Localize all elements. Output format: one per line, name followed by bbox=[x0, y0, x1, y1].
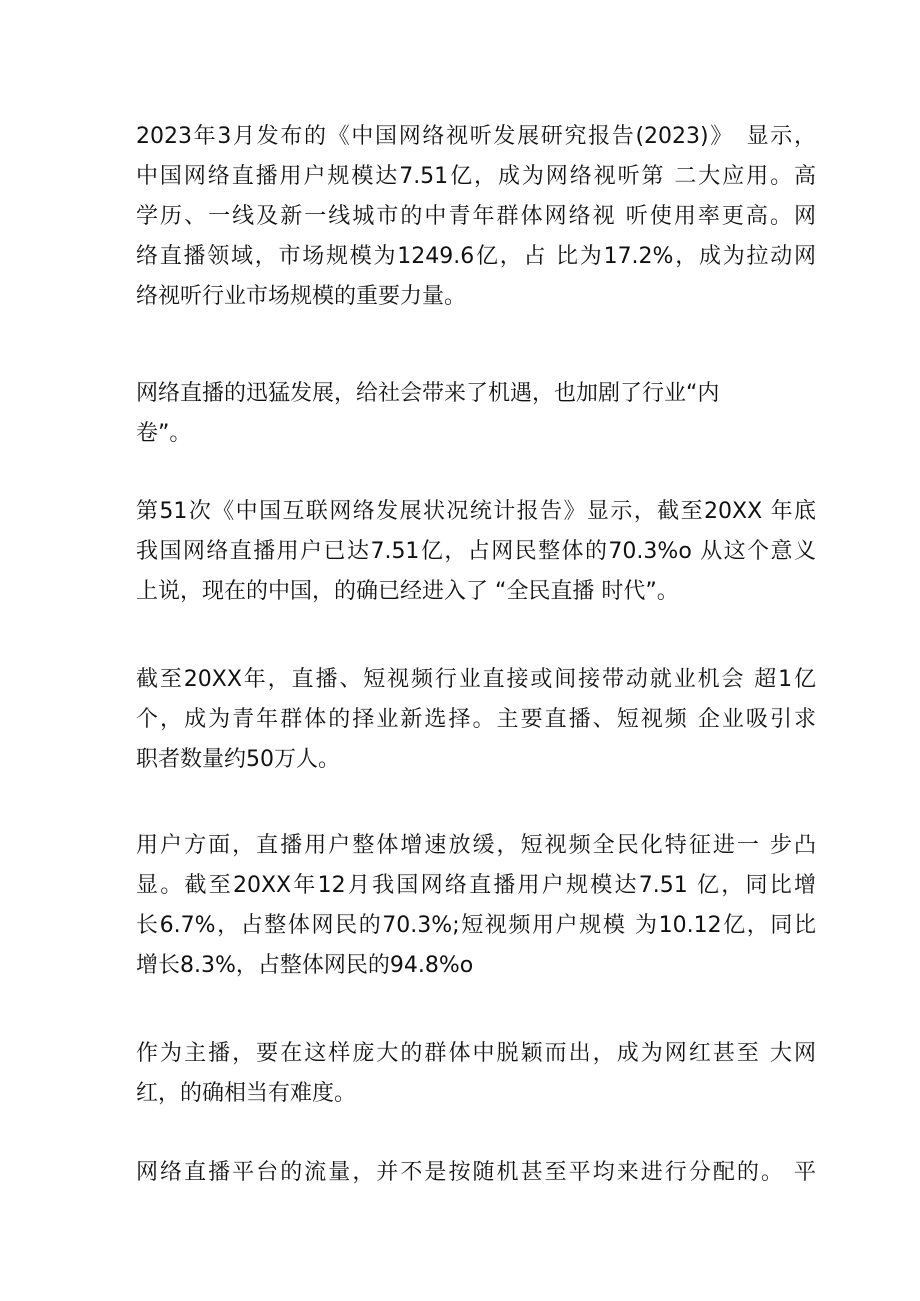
paragraph-report-2023 bbox=[136, 117, 816, 317]
text-line: 显。截至20XX年12月我国网络直播用户规模达7.51 亿，同比增 bbox=[136, 873, 816, 898]
paragraph-streamer-difficulty bbox=[136, 1034, 816, 1114]
text-line: 网络直播平台的流量，并不是按随机甚至平均来进行分配的。 平 bbox=[136, 1160, 816, 1185]
paragraph-live-streaming-growth bbox=[136, 374, 816, 454]
text-line: 作为主播，要在这样庞大的群体中脱颖而出，成为网红甚至 大网 bbox=[136, 1041, 816, 1066]
text-line: 用户方面，直播用户整体增速放缓，短视频全民化特征进一 步凸 bbox=[136, 833, 816, 858]
text-line: 上说，现在的中国，的确已经进入了 “全民直播 时代”。 bbox=[136, 579, 679, 604]
text-line: 红，的确相当有难度。 bbox=[136, 1081, 357, 1106]
text-line: 2023年3月发布的《中国网络视听发展研究报告(2023)》 显示， bbox=[136, 124, 816, 149]
text-line: 第51次《中国互联网络发展状况统计报告》显示，截至20XX 年底 bbox=[136, 499, 816, 524]
text-line: 网络直播的迅猛发展，给社会带来了机遇，也加剧了行业“内 bbox=[136, 381, 720, 406]
text-line: 我国网络直播用户已达7.51亿，占网民整体的70.3%o 从这个意义 bbox=[136, 539, 816, 564]
text-line: 职者数量约50万人。 bbox=[136, 747, 340, 772]
paragraph-employment bbox=[136, 660, 816, 780]
text-line: 增长8.3%，占整体网民的94.8%o bbox=[136, 953, 474, 978]
text-line: 个，成为青年群体的择业新选择。主要直播、短视频 企业吸引求 bbox=[136, 707, 816, 732]
paragraph-cnnic-51-report bbox=[136, 492, 816, 612]
text-line: 络视听行业市场规模的重要力量。 bbox=[136, 284, 467, 309]
text-line: 截至20XX年，直播、短视频行业直接或间接带动就业机会 超1亿 bbox=[136, 667, 816, 692]
text-line: 卷”。 bbox=[136, 421, 192, 446]
text-line: 中国网络直播用户规模达7.51亿，成为网络视听第 二大应用。高 bbox=[136, 164, 816, 189]
paragraph-user-stats bbox=[136, 826, 816, 986]
text-line: 长6.7%，占整体网民的70.3%;短视频用户规模 为10.12亿，同比 bbox=[136, 913, 816, 938]
text-line: 络直播领域，市场规模为1249.6亿，占 比为17.2%，成为拉动网 bbox=[136, 244, 816, 269]
text-line: 学历、一线及新一线城市的中青年群体网络视 听使用率更高。网 bbox=[136, 204, 816, 229]
paragraph-platform-traffic bbox=[136, 1153, 816, 1193]
